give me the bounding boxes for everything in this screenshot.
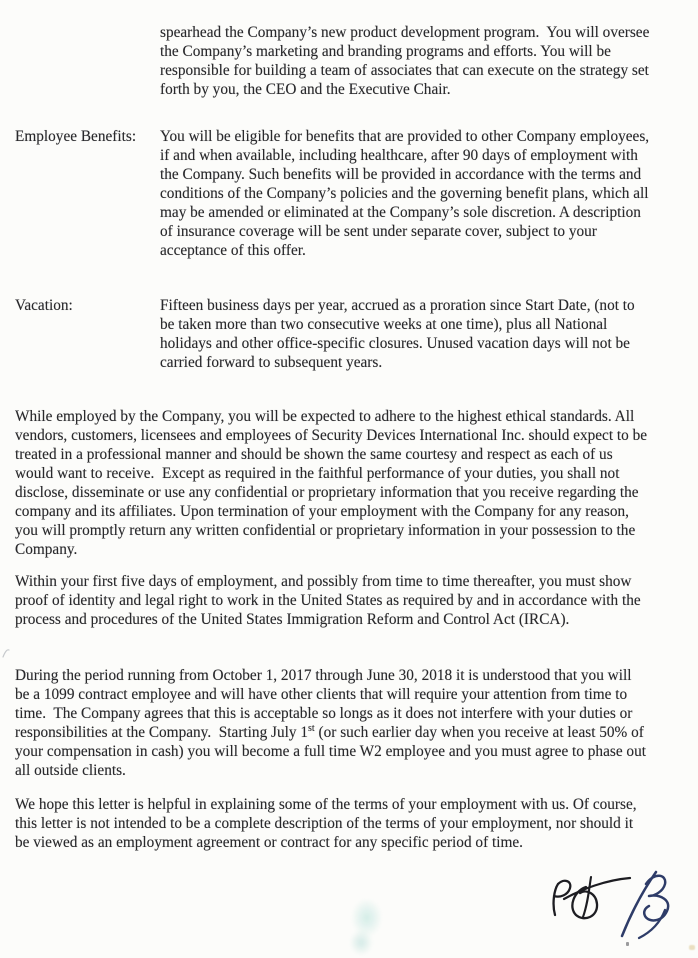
initial-slash-stroke bbox=[622, 872, 656, 936]
initial-tail-stroke bbox=[639, 910, 665, 938]
vacation-text: Fifteen business days per year, accrued as a proration since Start Date, (not to be taken more than two consecutive weeks at one time), plus all National holidays and other office-specific closures. Unused vacation days will not be carried forward to subsequent years. bbox=[160, 297, 639, 371]
scan-speck-yellow bbox=[689, 945, 695, 950]
employee-benefits-label: Employee Benefits: bbox=[15, 128, 137, 145]
ethics-confidentiality-paragraph: While employed by the Company, you will be expected to adhere to the highest ethical standards. All vendors, customers, licensees and employees of Security Devices International Inc. should expect to be treated in a professional manner and should be shown the same courtesy and respect as each of us would want to receive. Except as required in the faithful performance of your duties, you shall not disclose, disseminate or use any confidential or proprietary information that you receive regarding the company and its affiliates. Upon termination of your employment with the Company for any reason, you will promptly return any written confidential or proprietary information in your possession to the Company. bbox=[15, 408, 651, 558]
employee-benefits-text: You will be eligible for benefits that are provided to other Company employees, if and when available, including healthcare, after 90 days of employment with the Company. Such benefits will be provided in accordance with the terms and conditions of the Company’s policies and the governing benefit plans, which all may be amended or eliminated at the Company’s sole discretion. A description of insurance coverage will be sent under separate cover, subject to your acceptance of this offer. bbox=[160, 128, 653, 259]
ordinal-superscript: st bbox=[308, 722, 315, 734]
handwritten-initials-blue-ink bbox=[612, 866, 690, 940]
contractor-period-paragraph bbox=[15, 666, 648, 780]
initial-cross-stroke bbox=[583, 877, 591, 917]
vacation-label: Vacation: bbox=[15, 297, 73, 314]
ink-smudge bbox=[336, 896, 392, 958]
intro-continuation-paragraph: spearhead the Company’s new product development program. You will oversee the Company’s marketing and branding programs and efforts. You will be responsible for building a team of associates that can execute on the strategy set forth by you, the CEO and the Executive Chair. bbox=[160, 24, 654, 98]
work-eligibility-paragraph: Within your first five days of employment, and possibly from time to time thereafter, you must show proof of identity and legal right to work in the United States as required by and in accordance with the process and procedures of the United States Immigration Reform and Control Act (IRCA). bbox=[15, 573, 645, 628]
scan-speck-dark bbox=[626, 942, 629, 946]
stray-mark-stroke bbox=[3, 650, 9, 657]
contractor-period-text-end: (or such earlier day when you receive at least 50% of your compensation in cash) you will become a full time W2 employee and you must agree to phase out all outside clients. bbox=[15, 724, 650, 779]
closing-paragraph: We hope this letter is helpful in explaining some of the terms of your employment with us. Of course, this letter is not intended to be a complete description of the terms of your employment, nor should it be viewed as an employment agreement or contract for any specific period of time. bbox=[15, 796, 641, 851]
contractor-period-text-start: During the period running from October 1, 2017 through June 30, 2018 it is understood that you will be a 1099 contract employee and will have other clients that will require your attention from time to time. The Company agrees that this is acceptable so longs as it does not interfere with your duties or responsibilities at the Company. Starting July 1 bbox=[15, 667, 637, 741]
stray-pencil-mark bbox=[1, 647, 11, 659]
